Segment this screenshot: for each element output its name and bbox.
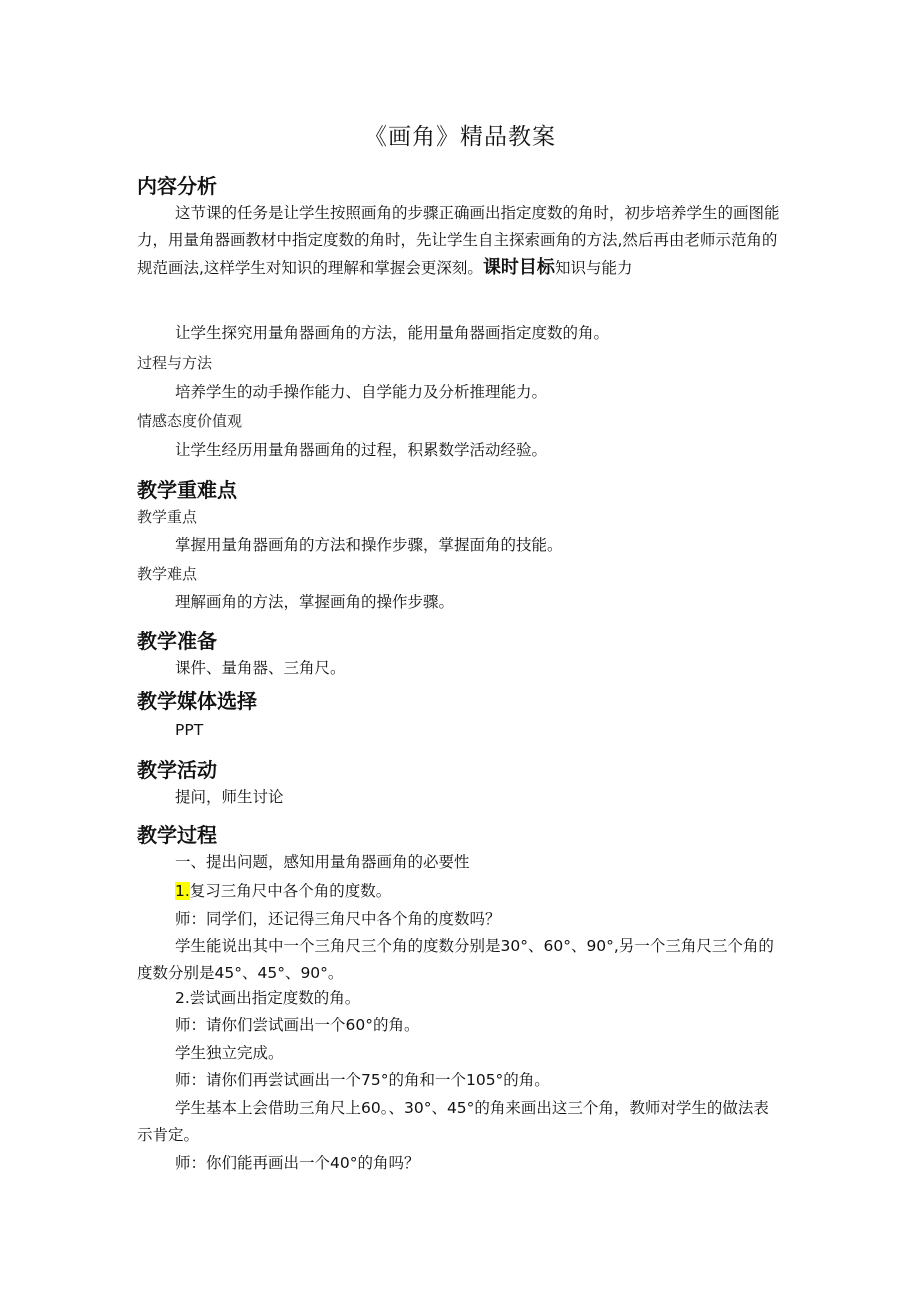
process-step-1-title: 一、提出问题，感知用量角器画角的必要性 <box>175 853 470 871</box>
content-analysis-text: 这节课的任务是让学生按照画角的步骤正确画出指定度数的角时，初步培养学生的画图能力，用量角器画教材中指定度数的角时，先让学生自主探索画角的方法,然后再由老师示范角的规范画法,这样学生对知识的理解和掌握会更深刻。 <box>137 204 780 277</box>
key-point-text: 掌握用量角器画角的方法和操作步骤，掌握面角的技能。 <box>175 536 563 554</box>
subheading-difficult-point: 教学难点 <box>137 565 198 583</box>
try-drawing-title: 2.尝试画出指定度数的角。 <box>175 989 361 1007</box>
process-review-line <box>175 879 391 903</box>
student-answer-paragraph: 学生能说出其中一个三角尺三个角的度数分别是30°、60°、90°,另一个三角尺三个角的度数分别是45°、45°、90°。 <box>137 937 774 982</box>
knowledge-goal-text: 让学生探究用量角器画角的方法，能用量角器画指定度数的角。 <box>175 324 610 342</box>
student-complete-text: 学生独立完成。 <box>175 1044 284 1062</box>
review-text: 复习三角尺中各个角的度数。 <box>189 882 392 900</box>
highlight-number: 1. <box>175 882 190 900</box>
heading-media: 教学媒体选择 <box>137 689 257 713</box>
teacher-question-1: 师：同学们，还记得三角尺中各个角的度数吗？ <box>175 910 501 928</box>
difficult-point-text: 理解画角的方法，掌握画角的操作步骤。 <box>175 593 455 611</box>
content-analysis-paragraph <box>137 200 787 282</box>
media-text: PPT <box>175 721 204 739</box>
teacher-question-2: 师：请你们尝试画出一个60°的角。 <box>175 1016 420 1034</box>
student-method-paragraph: 学生基本上会借助三角尺上60。、30°、45°的角来画出这三个角，教师对学生的做法表示肯定。 <box>137 1099 769 1144</box>
preparation-text: 课件、量角器、三角尺。 <box>175 659 346 677</box>
heading-content-analysis: 内容分析 <box>137 174 217 198</box>
heading-lesson-goals: 课时目标 <box>482 257 555 278</box>
heading-activity: 教学活动 <box>137 758 217 782</box>
emotion-goal-text: 让学生经历用量角器画角的过程，积累数学活动经验。 <box>175 441 548 459</box>
process-goal-text: 培养学生的动手操作能力、自学能力及分析推理能力。 <box>175 383 548 401</box>
activity-text: 提问，师生讨论 <box>175 788 284 806</box>
subheading-knowledge-ability: 知识与能力 <box>554 259 633 277</box>
teacher-question-3: 师：请你们再尝试画出一个75°的角和一个105°的角。 <box>175 1071 550 1089</box>
subheading-emotion-values: 情感态度价值观 <box>137 412 243 430</box>
heading-process: 教学过程 <box>137 823 217 847</box>
heading-key-difficult: 教学重难点 <box>137 478 237 502</box>
heading-preparation: 教学准备 <box>137 629 217 653</box>
teacher-question-4: 师：你们能再画出一个40°的角吗？ <box>175 1154 420 1172</box>
subheading-key-point: 教学重点 <box>137 508 198 526</box>
document-title: 《画角》精品教案 <box>364 124 556 150</box>
subheading-process-method: 过程与方法 <box>137 354 213 372</box>
